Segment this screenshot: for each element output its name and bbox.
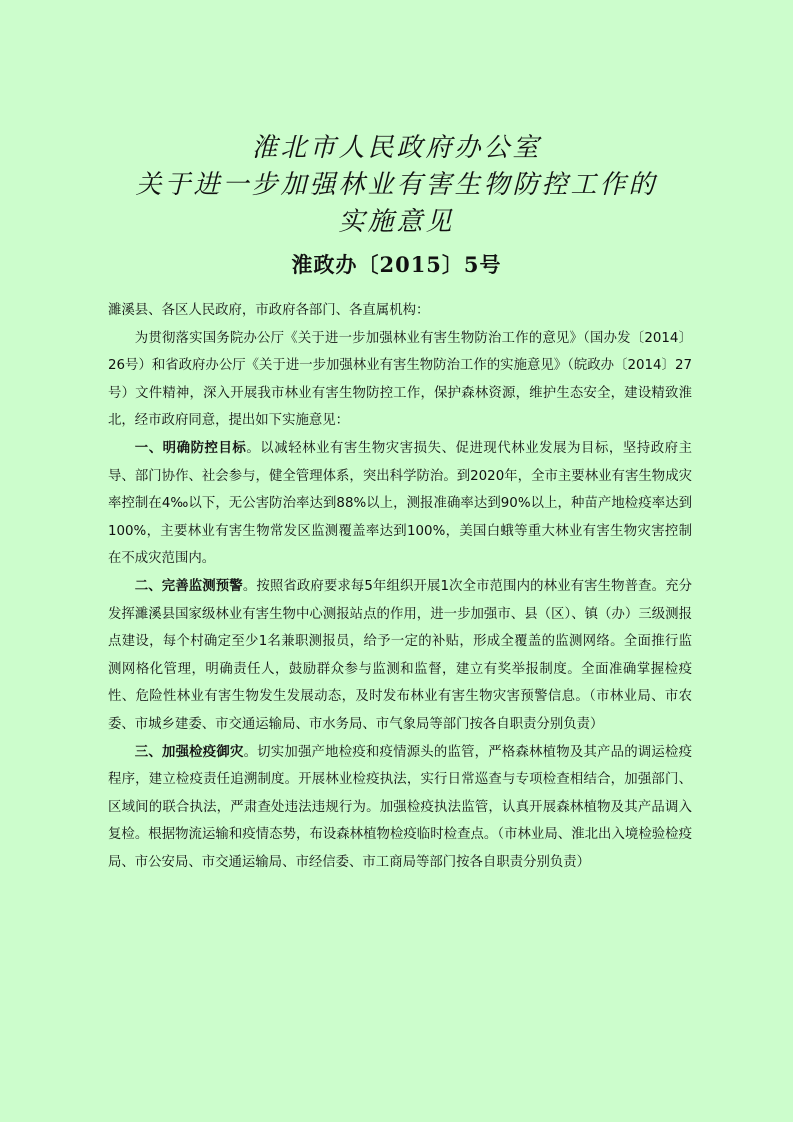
- section-2: [108, 573, 692, 739]
- section-3-heading: 三、加强检疫御灾: [134, 744, 244, 760]
- section-1-heading: 一、明确防控目标: [134, 440, 247, 456]
- document-title: [0, 130, 793, 241]
- salutation: 濉溪县、各区人民政府，市政府各部门、各直属机构：: [108, 303, 430, 318]
- section-3: [108, 739, 692, 877]
- intro-paragraph: 为贯彻落实国务院办公厅《关于进一步加强林业有害生物防治工作的意见》（国办发〔2014〕26号）和省政府办公厅《关于进一步加强林业有害生物防治工作的实施意见》（皖政办〔2014〕27号）文件精神，深入开展我市林业有害生物防控工作，保护森林资源，维护生态安全，建设精致淮北，经市政府同意，提出如下实施意见：: [108, 330, 692, 429]
- title-line-2: 关于进一步加强林业有害生物防控工作的: [135, 170, 658, 200]
- document-body: [108, 297, 692, 876]
- section-2-text: 。按照省政府要求每5年组织开展1次全市范围内的林业有害生物普查。充分发挥濉溪县国家级林业有害生物中心测报站点的作用，进一步加强市、县（区）、镇（办）三级测报点建设，每个村确定至少1名兼职测报员，给予一定的补贴，形成全覆盖的监测网络。全面推行监测网格化管理，明确责任人，鼓励群众参与监测和监督，建立有奖举报制度。全面准确掌握检疫性、危险性林业有害生物发生发展动态，及时发布林业有害生物灾害预警信息。（市林业局、市农委、市城乡建委、市交通运输局、市水务局、市气象局等部门按各自职责分别负责）: [108, 578, 692, 732]
- section-1: [108, 435, 692, 573]
- document-number: 淮政办〔2015〕5号: [291, 252, 502, 277]
- section-1-text: 。以减轻林业有害生物灾害损失、促进现代林业发展为目标，坚持政府主导、部门协作、社会参与，健全管理体系，突出科学防治。到2020年，全市主要林业有害生物成灾率控制在4‰以下，无公害防治率达到88%以上，测报准确率达到90%以上，种苗产地检疫率达到100%，主要林业有害生物常发区监测覆盖率达到100%，美国白蛾等重大林业有害生物灾害控制在不成灾范围内。: [108, 440, 693, 567]
- title-line-3: 实施意见: [338, 207, 455, 237]
- section-2-heading: 二、完善监测预警: [134, 578, 243, 594]
- section-3-text: 。切实加强产地检疫和疫情源头的监管，严格森林植物及其产品的调运检疫程序，建立检疫责任追溯制度。开展林业检疫执法，实行日常巡查与专项检查相结合，加强部门、区域间的联合执法，严肃查处违法违规行为。加强检疫执法监管，认真开展森林植物及其产品调入复检。根据物流运输和疫情态势，布设森林植物检疫临时检查点。（市林业局、淮北出入境检验检疫局、市公安局、市交通运输局、市经信委、市工商局等部门按各自职责分别负责）: [108, 744, 693, 870]
- title-line-1: 淮北市人民政府办公室: [251, 133, 542, 163]
